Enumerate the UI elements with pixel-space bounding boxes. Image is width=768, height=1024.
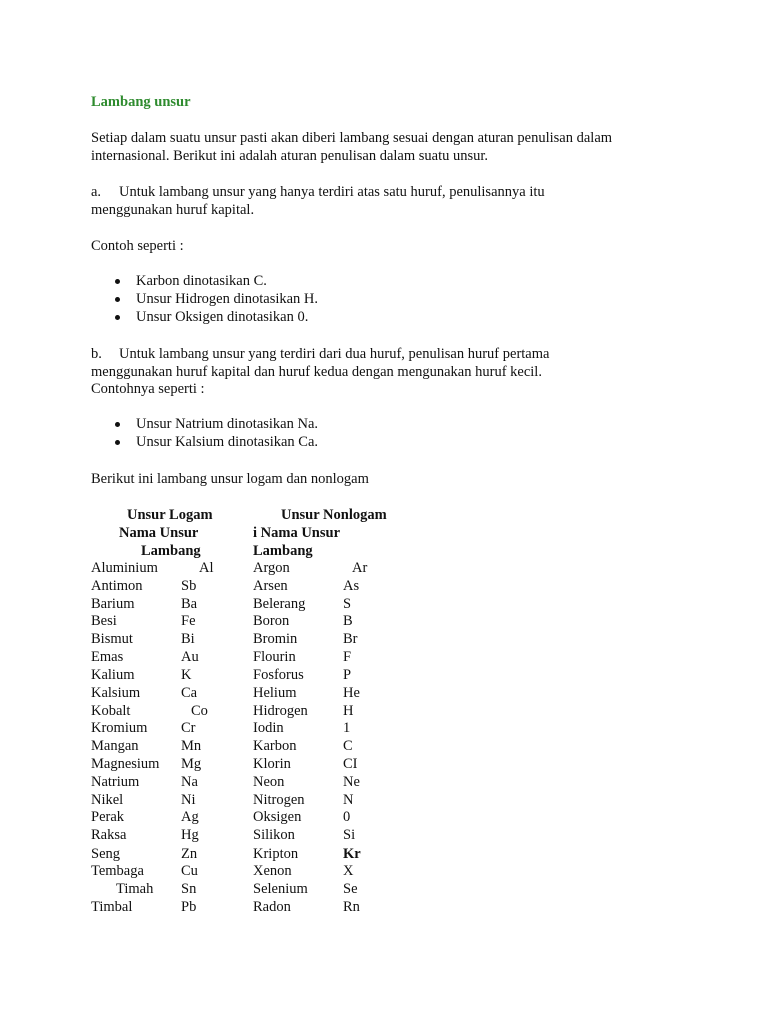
table-cell: Bi xyxy=(181,631,195,647)
bullet-icon xyxy=(115,315,120,320)
table-cell: Emas xyxy=(91,649,124,665)
table-cell: P xyxy=(343,667,352,683)
rule-b-line-2: menggunakan huruf kapital dan huruf kedua dengan mengunakan huruf kecil. xyxy=(91,364,542,380)
table-cell: Kobalt xyxy=(91,703,131,719)
table-cell: He xyxy=(343,685,360,701)
table-cell: Klorin xyxy=(253,756,291,772)
table-cell: Belerang xyxy=(253,596,306,612)
rule-b-line-3: Contohnya seperti : xyxy=(91,381,205,397)
header-lambang-right: Lambang xyxy=(253,543,313,559)
table-cell: CI xyxy=(343,756,358,772)
table-intro: Berikut ini lambang unsur logam dan nonlogam xyxy=(91,471,369,487)
table-cell: Zn xyxy=(181,846,198,862)
bullet-icon xyxy=(115,297,120,302)
bullet-a-item: Unsur Hidrogen dinotasikan H. xyxy=(136,291,319,307)
table-cell: Flourin xyxy=(253,649,296,665)
table-cell: Antimon xyxy=(91,578,143,594)
table-cell: Ba xyxy=(181,596,198,612)
table-cell: As xyxy=(343,578,360,594)
header-logam: Unsur Logam xyxy=(127,507,213,523)
table-cell: Cu xyxy=(181,863,198,879)
bullet-b-item: Unsur Kalsium dinotasikan Ca. xyxy=(136,434,319,450)
bullet-icon xyxy=(115,422,120,427)
bullet-b-item: Unsur Natrium dinotasikan Na. xyxy=(136,416,319,432)
table-cell: Br xyxy=(343,631,358,647)
table-cell: Radon xyxy=(253,899,291,915)
table-cell: Oksigen xyxy=(253,809,302,825)
rule-a-line-2: menggunakan huruf kapital. xyxy=(91,202,255,218)
table-cell: Helium xyxy=(253,685,297,701)
table-cell: Timah xyxy=(116,881,154,897)
table-cell: Arsen xyxy=(253,578,288,594)
table-cell: Seng xyxy=(91,846,120,862)
table-cell: Mg xyxy=(181,756,202,772)
table-cell: Ar xyxy=(352,560,368,576)
bullet-a-item: Unsur Oksigen dinotasikan 0. xyxy=(136,309,309,325)
table-cell: Cr xyxy=(181,720,196,736)
table-cell: Bismut xyxy=(91,631,133,647)
rule-a-line-1: Untuk lambang unsur yang hanya terdiri atas satu huruf, penulisannya itu xyxy=(119,184,545,200)
table-cell: Hidrogen xyxy=(253,703,308,719)
table-cell: N xyxy=(343,792,354,808)
table-cell: X xyxy=(343,863,354,879)
table-cell: Kromium xyxy=(91,720,148,736)
table-cell: Karbon xyxy=(253,738,297,754)
intro-line-1: Setiap dalam suatu unsur pasti akan diberi lambang sesuai dengan aturan penulisan dalam xyxy=(91,130,613,146)
table-cell: Raksa xyxy=(91,827,127,843)
table-cell: Sb xyxy=(181,578,197,594)
table-cell: Se xyxy=(343,881,358,897)
header-lambang-left: Lambang xyxy=(141,543,201,559)
intro-line-2: internasional. Berikut ini adalah aturan penulisan dalam suatu unsur. xyxy=(91,148,489,164)
table-cell: S xyxy=(343,596,352,612)
table-cell: Neon xyxy=(253,774,285,790)
table-cell: Mn xyxy=(181,738,202,754)
table-cell: Rn xyxy=(343,899,360,915)
table-cell: Selenium xyxy=(253,881,308,897)
table-cell: C xyxy=(343,738,353,754)
table-cell: Nitrogen xyxy=(253,792,305,808)
table-cell: Boron xyxy=(253,613,290,629)
table-cell: Barium xyxy=(91,596,135,612)
bullet-a-item: Karbon dinotasikan C. xyxy=(136,273,267,289)
table-cell: Ca xyxy=(181,685,198,701)
table-cell: Pb xyxy=(181,899,197,915)
table-cell: Ni xyxy=(181,792,196,808)
table-cell: 1 xyxy=(343,720,351,736)
table-cell: Timbal xyxy=(91,899,133,915)
table-cell: K xyxy=(181,667,192,683)
table-cell: Magnesium xyxy=(91,756,160,772)
table-cell: Perak xyxy=(91,809,125,825)
table-cell: Fosforus xyxy=(253,667,304,683)
table-cell: Kalium xyxy=(91,667,135,683)
table-cell: Mangan xyxy=(91,738,139,754)
table-cell: Kr xyxy=(343,846,361,862)
header-nonlogam: Unsur Nonlogam xyxy=(281,507,387,523)
table-cell: Hg xyxy=(181,827,199,843)
example-a-label: Contoh seperti : xyxy=(91,238,184,254)
table-cell: Iodin xyxy=(253,720,284,736)
table-cell: Besi xyxy=(91,613,117,629)
table-cell: Kripton xyxy=(253,846,299,862)
header-nama-unsur-right: i Nama Unsur xyxy=(253,525,341,541)
table-cell: Aluminium xyxy=(91,560,158,576)
rule-b-line-1: Untuk lambang unsur yang terdiri dari dua huruf, penulisan huruf pertama xyxy=(119,346,550,362)
table-cell: Bromin xyxy=(253,631,298,647)
table-cell: Tembaga xyxy=(91,863,144,879)
table-cell: Xenon xyxy=(253,863,292,879)
table-cell: Al xyxy=(199,560,214,576)
table-cell: B xyxy=(343,613,353,629)
table-cell: Ne xyxy=(343,774,360,790)
table-cell: Nikel xyxy=(91,792,124,808)
header-nama-unsur-left: Nama Unsur xyxy=(119,525,199,541)
table-cell: Natrium xyxy=(91,774,140,790)
table-cell: Si xyxy=(343,827,356,843)
table-cell: 0 xyxy=(343,809,351,825)
bullet-icon xyxy=(115,440,120,445)
table-cell: H xyxy=(343,703,354,719)
table-cell: Silikon xyxy=(253,827,295,843)
table-cell: Co xyxy=(191,703,208,719)
rule-b-marker: b. xyxy=(91,346,102,362)
rule-a-marker: a. xyxy=(91,184,102,200)
table-cell: Kalsium xyxy=(91,685,141,701)
table-cell: Au xyxy=(181,649,199,665)
table-cell: Fe xyxy=(181,613,196,629)
bullet-icon xyxy=(115,279,120,284)
table-cell: Sn xyxy=(181,881,197,897)
table-cell: Ag xyxy=(181,809,199,825)
table-cell: Argon xyxy=(253,560,290,576)
table-cell: F xyxy=(343,649,352,665)
page-title: Lambang unsur xyxy=(91,94,191,110)
table-cell: Na xyxy=(181,774,198,790)
